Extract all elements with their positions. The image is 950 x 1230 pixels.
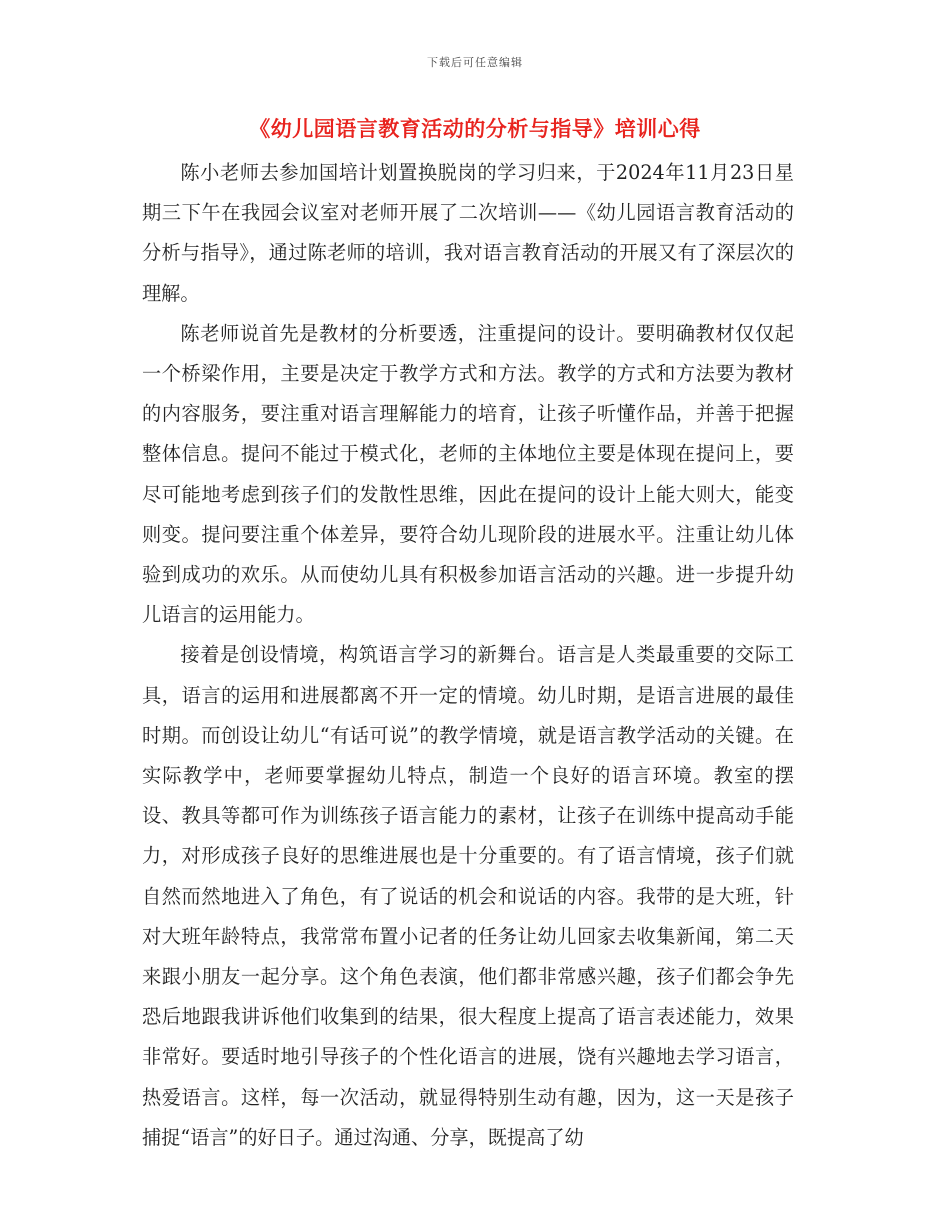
document-title: 《幼儿园语言教育活动的分析与指导》培训心得 [249, 116, 701, 141]
document-body [142, 153, 794, 1158]
paragraph-1: 陈小老师去参加国培计划置换脱岗的学习归来，于2024年11月23日星期三下午在我园会议室对老师开展了二次培训——《幼儿园语言教育活动的分析与指导》，通过陈老师的培训，我对语言教育活动的开展又有了深层次的理解。 [142, 161, 794, 305]
paragraph-2: 陈老师说首先是教材的分析要透，注重提问的设计。要明确教材仅仅起一个桥梁作用，主要是决定于教学方式和方法。教学的方式和方法要为教材的内容服务，要注重对语言理解能力的培育，让孩子听懂作品，并善于把握整体信息。提问不能过于模式化，老师的主体地位主要是体现在提问上，要尽可能地考虑到孩子们的发散性思维，因此在提问的设计上能大则大，能变则变。提问要注重个体差异，要符合幼儿现阶段的进展水平。注重让幼儿体验到成功的欢乐。从而使幼儿具有积极参加语言活动的兴趣。进一步提升幼儿语言的运用能力。 [142, 321, 794, 627]
page-header-note: 下载后可任意编辑 [427, 56, 523, 69]
paragraph-3: 接着是创设情境，构筑语言学习的新舞台。语言是人类最重要的交际工具，语言的运用和进展都离不开一定的情境。幼儿时期，是语言进展的最佳时期。而创设让幼儿“有话可说”的教学情境，就是语言教学活动的关键。在实际教学中，老师要掌握幼儿特点，制造一个良好的语言环境。教室的摆设、教具等都可作为训练孩子语言能力的素材，让孩子在训练中提高动手能力，对形成孩子良好的思维进展也是十分重要的。有了语言情境，孩子们就自然而然地进入了角色，有了说话的机会和说话的内容。我带的是大班，针对大班年龄特点，我常常布置小记者的任务让幼儿回家去收集新闻，第二天来跟小朋友一起分享。这个角色表演，他们都非常感兴趣，孩子们都会争先恐后地跟我讲诉他们收集到的结果，很大程度上提高了语言表述能力，效果非常好。要适时地引导孩子的个性化语言的进展，饶有兴趣地去学习语言，热爱语言。这样，每一次活动，就显得特别生动有趣，因为，这一天是孩子捕捉“语言”的好日子。通过沟通、分享，既提高了幼 [142, 643, 794, 1149]
